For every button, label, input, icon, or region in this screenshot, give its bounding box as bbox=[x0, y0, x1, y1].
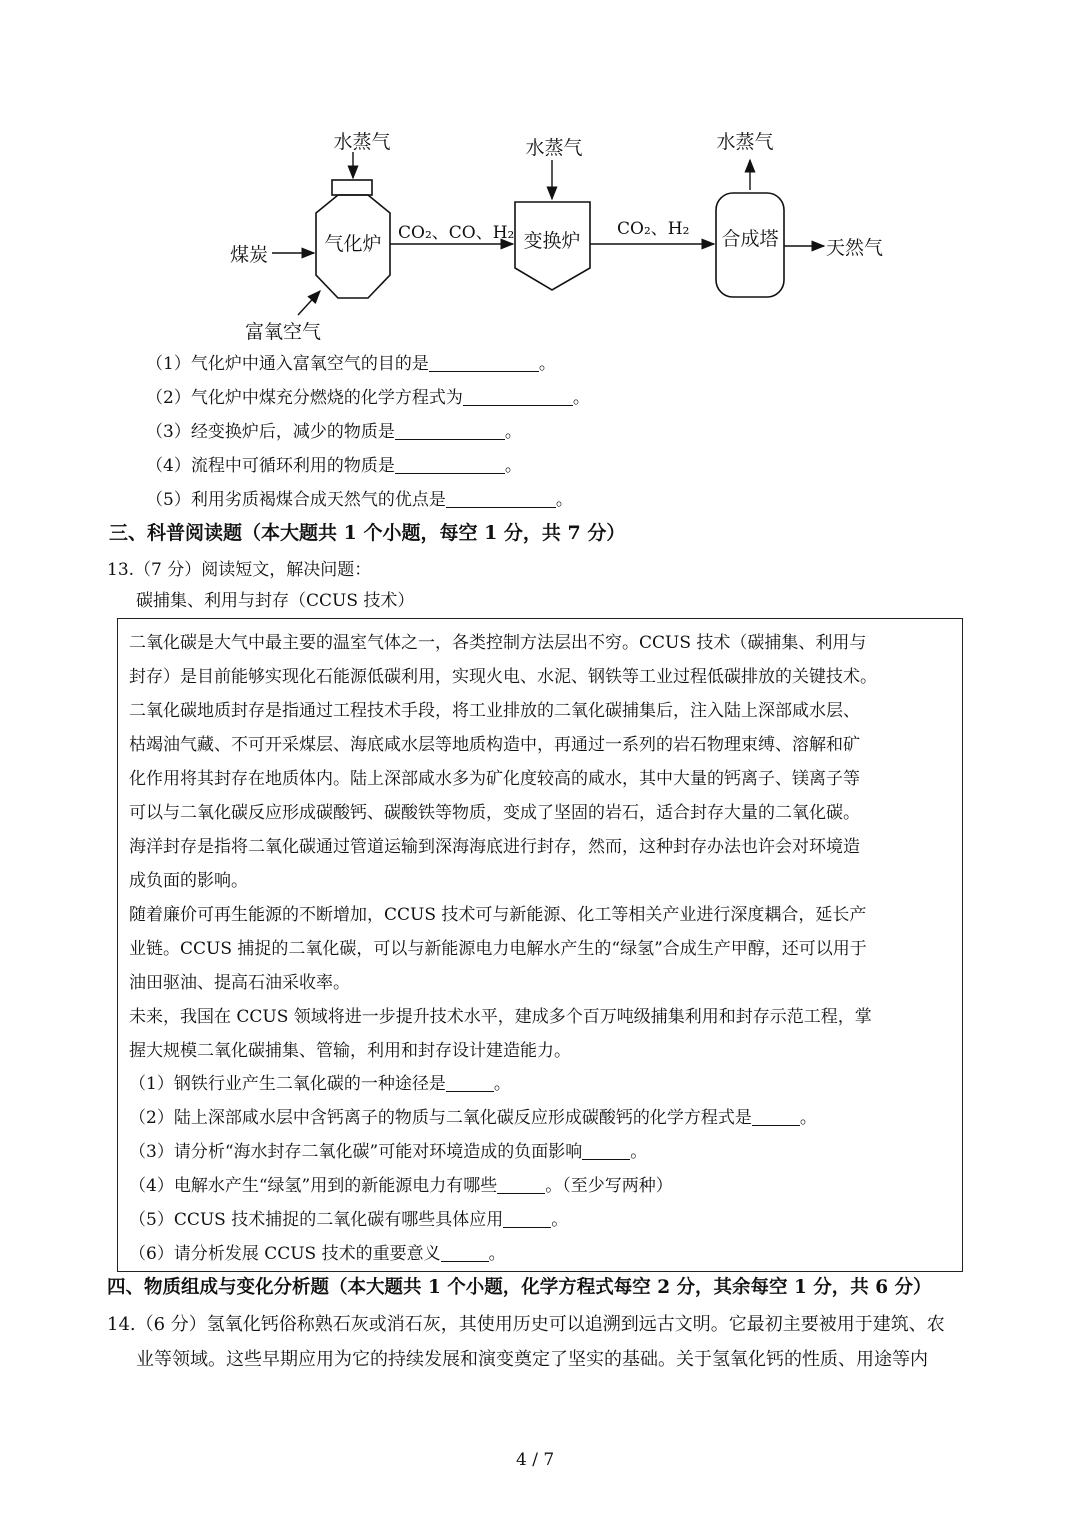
answer-blank[interactable] bbox=[395, 455, 505, 474]
synthesis-tower-label: 合成塔 bbox=[721, 228, 779, 250]
answer-blank[interactable] bbox=[395, 421, 505, 440]
answer-blank[interactable] bbox=[446, 1073, 494, 1092]
q12-sub-1-end: 。 bbox=[538, 354, 556, 374]
answer-blank[interactable] bbox=[429, 353, 539, 372]
stream-1-label: CO₂、CO、H₂ bbox=[398, 223, 515, 243]
passage-line: 二氧化碳是大气中最主要的温室气体之一，各类控制方法层出不穷。CCUS 技术（碳捕集、利用与 bbox=[129, 633, 867, 653]
synthesis-tower-vessel bbox=[716, 193, 784, 297]
q13-sub-4-text: （4）电解水产生“绿氢”用到的新能源电力有哪些 bbox=[129, 1176, 498, 1196]
q12-sub-4-end: 。 bbox=[504, 456, 522, 476]
q12-sub-1-text: （1）气化炉中通入富氧空气的目的是 bbox=[146, 354, 429, 374]
q12-sub-5-end: 。 bbox=[555, 490, 573, 510]
steam-label-2: 水蒸气 bbox=[525, 137, 583, 159]
gasifier-vessel bbox=[316, 180, 390, 298]
q12-sub-4-text: （4）流程中可循环利用的物质是 bbox=[146, 456, 395, 476]
passage-line: 二氧化碳地质封存是指通过工程技术手段，将工业排放的二氧化碳捕集后，注入陆上深部咸水层、 bbox=[129, 701, 860, 721]
answer-blank[interactable] bbox=[441, 1243, 489, 1262]
passage-line: 业链。CCUS 捕捉的二氧化碳，可以与新能源电力电解水产生的“绿氢”合成生产甲醇，还可以用于 bbox=[129, 939, 867, 959]
arrow-oxygen-to-gasifier bbox=[298, 291, 320, 315]
oxygen-air-label: 富氧空气 bbox=[245, 321, 322, 343]
answer-blank[interactable] bbox=[497, 1175, 545, 1194]
q13-sub-1-text: （1）钢铁行业产生二氧化碳的一种途径是 bbox=[129, 1074, 446, 1094]
q13-sub-5 bbox=[129, 1203, 568, 1237]
q13-sub-6 bbox=[129, 1237, 506, 1271]
q13-sub-2 bbox=[129, 1101, 817, 1135]
section-4-heading: 四、物质组成与变化分析题（本大题共 1 个小题，化学方程式每空 2 分，其余每空 1 分，共 6 分） bbox=[107, 1277, 932, 1298]
passage-line: 封存）是目前能够实现化石能源低碳利用，实现火电、水泥、钢铁等工业过程低碳排放的关键技术。 bbox=[129, 667, 877, 687]
passage-line: 化作用将其封存在地质体内。陆上深部咸水多为矿化度较高的咸水，其中大量的钙离子、镁离子等 bbox=[129, 769, 860, 789]
q13-sub-3-text: （3）请分析“海水封存二氧化碳”可能对环境造成的负面影响 bbox=[129, 1142, 583, 1162]
q12-sub-5-text: （5）利用劣质褐煤合成天然气的优点是 bbox=[146, 490, 446, 510]
q13-sub-1 bbox=[129, 1067, 511, 1101]
q14-line-2: 业等领域。这些早期应用为它的持续发展和演变奠定了坚实的基础。关于氢氧化钙的性质、用途等内 bbox=[136, 1349, 928, 1370]
page-number: 4 / 7 bbox=[516, 1450, 555, 1470]
q13-sub-6-text: （6）请分析发展 CCUS 技术的重要意义 bbox=[129, 1244, 441, 1264]
stream-2-label: CO₂、H₂ bbox=[617, 219, 690, 239]
gasifier-label: 气化炉 bbox=[324, 233, 382, 255]
q13-sub-6-end: 。 bbox=[488, 1244, 506, 1264]
section-3-heading: 三、科普阅读题（本大题共 1 个小题，每空 1 分，共 7 分） bbox=[109, 522, 626, 544]
q12-sub-1 bbox=[146, 352, 556, 376]
answer-blank[interactable] bbox=[752, 1107, 800, 1126]
q13-sub-1-end: 。 bbox=[493, 1074, 511, 1094]
q13-sub-4-end: 。（至少写两种） bbox=[545, 1176, 673, 1196]
q13-sub-4 bbox=[129, 1169, 673, 1203]
steam-label-3: 水蒸气 bbox=[716, 131, 774, 153]
converter-vessel bbox=[515, 202, 590, 290]
q13-sub-5-end: 。 bbox=[551, 1210, 569, 1230]
passage-line: 枯竭油气藏、不可开采煤层、海底咸水层等地质构造中，再通过一系列的岩石物理束缚、溶解和矿 bbox=[129, 735, 860, 755]
q12-sub-3 bbox=[146, 420, 522, 444]
answer-blank[interactable] bbox=[446, 489, 556, 508]
passage-line: 可以与二氧化碳反应形成碳酸钙、碳酸铁等物质，变成了坚固的岩石，适合封存大量的二氧化碳。 bbox=[129, 803, 860, 823]
converter-label: 变换炉 bbox=[523, 230, 581, 252]
steam-label-1: 水蒸气 bbox=[333, 131, 391, 153]
passage-title: 碳捕集、利用与封存（CCUS 技术） bbox=[136, 591, 415, 611]
q14-line-1: 14.（6 分）氢氧化钙俗称熟石灰或消石灰，其使用历史可以追溯到远古文明。它最初主要被用于建筑、农 bbox=[107, 1314, 945, 1335]
q13-sub-2-text: （2）陆上深部咸水层中含钙离子的物质与二氧化碳反应形成碳酸钙的化学方程式是 bbox=[129, 1108, 752, 1128]
q12-sub-4 bbox=[146, 454, 522, 478]
natural-gas-label: 天然气 bbox=[826, 237, 884, 259]
passage-line: 海洋封存是指将二氧化碳通过管道运输到深海海底进行封存，然而，这种封存办法也许会对环境造 bbox=[129, 837, 860, 857]
q12-sub-3-end: 。 bbox=[504, 422, 522, 442]
passage-line: 随着廉价可再生能源的不断增加，CCUS 技术可与新能源、化工等相关产业进行深度耦合，延长产 bbox=[129, 905, 867, 925]
coal-label: 煤炭 bbox=[230, 244, 269, 266]
answer-blank[interactable] bbox=[463, 387, 573, 406]
answer-blank[interactable] bbox=[582, 1141, 630, 1160]
q12-sub-5 bbox=[146, 488, 573, 512]
q13-sub-3-end: 。 bbox=[630, 1142, 648, 1162]
q13-sub-5-text: （5）CCUS 技术捕捉的二氧化碳有哪些具体应用 bbox=[129, 1210, 504, 1230]
q12-sub-3-text: （3）经变换炉后，减少的物质是 bbox=[146, 422, 395, 442]
passage-line: 油田驱油、提高石油采收率。 bbox=[129, 973, 350, 993]
q13-sub-2-end: 。 bbox=[799, 1108, 817, 1128]
q12-sub-2-end: 。 bbox=[572, 388, 590, 408]
passage-line: 成负面的影响。 bbox=[129, 871, 248, 891]
q12-sub-2 bbox=[146, 386, 590, 410]
process-flow-diagram bbox=[0, 0, 1080, 350]
passage-line: 未来，我国在 CCUS 领域将进一步提升技术水平，建成多个百万吨级捕集利用和封存示范工程，掌 bbox=[129, 1007, 872, 1027]
passage-line: 握大规模二氧化碳捕集、管输，利用和封存设计建造能力。 bbox=[129, 1041, 571, 1061]
q13-sub-3 bbox=[129, 1135, 647, 1169]
answer-blank[interactable] bbox=[503, 1209, 551, 1228]
q13-intro: 13.（7 分）阅读短文，解决问题： bbox=[107, 560, 372, 580]
q12-sub-2-text: （2）气化炉中煤充分燃烧的化学方程式为 bbox=[146, 388, 463, 408]
